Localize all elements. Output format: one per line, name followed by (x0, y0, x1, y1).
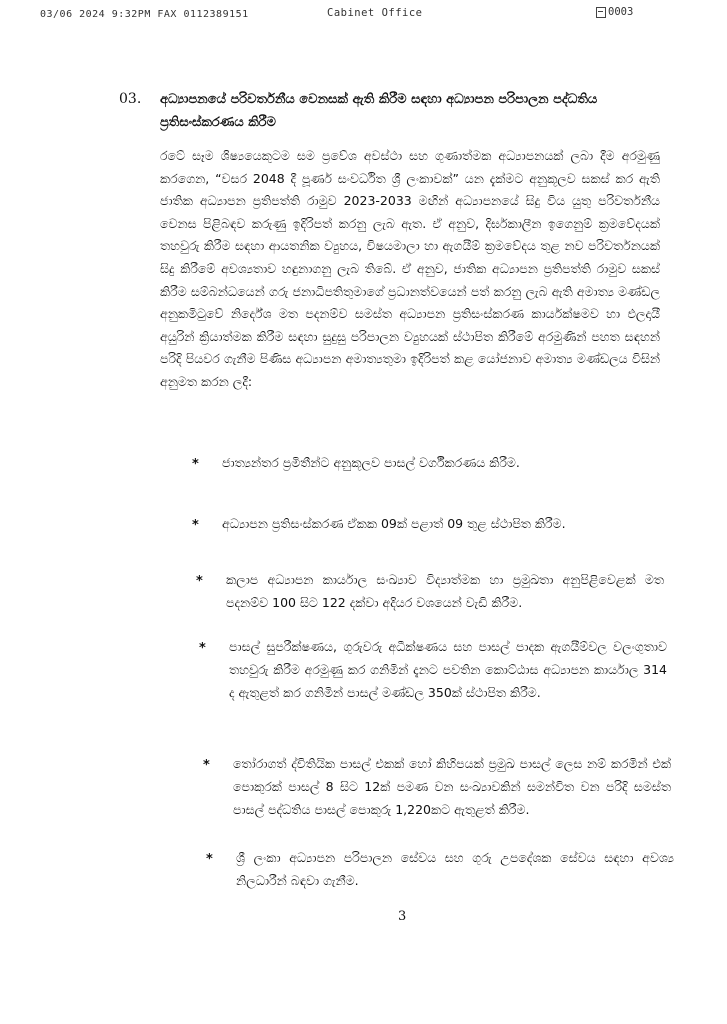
page-number: 3 (398, 909, 407, 924)
fax-header-sender: Cabinet Office (327, 7, 423, 19)
fax-page-number: 0003 (608, 6, 634, 18)
bullet-star: * (192, 518, 199, 533)
bullet-star: * (196, 574, 203, 589)
list-item (203, 753, 671, 821)
section-number: 03. (119, 91, 142, 107)
list-item-text: තෝරාගත් ද්විතියික පාසල් එකක් හෝ කිහිපයක් ප්‍රමුඛ පාසල් ලෙස නම් කරමින් එක් පොකුරක් පාසල් 8 සිට 12ක් පමණ වන සංඛ්‍යාවකින් සමන්විත වන පරිදි සමස්ත පාසල් පද්ධතිය පාසල් පොකුරු 1,220කට ඇතුළත් කිරීම. (233, 756, 671, 817)
list-item (199, 636, 667, 704)
list-item-text: ජාත්‍යන්තර ප්‍රමිතීන්ට අනුකූලව පාසල් වර්ගීකරණය කිරීම. (222, 455, 520, 470)
fax-page-counter (596, 6, 633, 18)
list-item (206, 847, 674, 893)
bullet-star: * (203, 758, 210, 773)
list-item (192, 513, 660, 536)
list-item (192, 452, 660, 475)
bullet-star: * (192, 457, 199, 472)
list-item (196, 569, 664, 615)
section-title: අධ්‍යාපනයේ පරිවර්තනීය වෙනසක් ඇති කිරීම සඳහා අධ්‍යාපන පරිපාලන පද්ධතිය ප්‍රතිසංස්කරණය කිරීම (160, 92, 598, 130)
list-item-text: පාසල් සුපරීක්ෂණය, ගුරුවරු අධීක්ෂණය සහ පාසල් පාදක ඇගයීම්වල වලංගුතාව තහවුරු කිරීම අරමුණු කර ගනිමින් දැනට පවතින කොට්ඨාස අධ්‍යාපන කාර්යාල 314 ද ඇතුළත් කර ගනිමින් පාසල් මණ්ඩල 350ක් ස්ථාපිත කිරීම. (229, 639, 667, 700)
document-icon (596, 7, 606, 18)
bullet-star: * (199, 641, 206, 656)
list-item-text: ශ්‍රී ලංකා අධ්‍යාපන පරිපාලන සේවය සහ ගුරු උපදේශක සේවය සඳහා අවශ්‍ය නිලධාරීන් බඳවා ගැනීම. (236, 850, 674, 888)
list-item-text: අධ්‍යාපන ප්‍රතිසංස්කරණ ඒකක 09ක් පළාත් 09 තුළ ස්ථාපිත කිරීම. (222, 516, 566, 531)
fax-header-text: 03/06 2024 9:32PM FAX 0112389151 (40, 9, 249, 20)
body-paragraph: රටේ සෑම ශිෂ්‍යයෙකුටම සම ප්‍රවේශ අවස්ථා සහ ගුණාත්මක අධ්‍යාපනයක් ලබා දීම අරමුණු කරගෙන, “වසර 2048 දී පූර්ණ සංවර්ධිත ශ්‍රී ලංකාවක්” යන දැක්මට අනුකූලව සකස් කර ඇති ජාතික අධ්‍යාපන ප්‍රතිපත්ති රාමුව 2023-2033 මඟින් අධ්‍යාපනයේ සිදු විය යුතු පරිවර්තනීය වෙනස පිළිබඳව කරුණු ඉදිරිපත් කරනු ලැබ ඇත. ඒ අනුව, දිර්ඝකාලීන ඉගෙනුම් ක්‍රමවේදයක් තහවුරු කිරීම සඳහා ආයතනික ව්‍යුහය, විෂයමාලා හා ඇගයීම් ක්‍රමවේදය තුළ නව පරිවර්තනයක් සිදු කිරීමේ අවශ්‍යතාව හඳුනාගනු ලැබ තිබේ. ඒ අනුව, ජාතික අධ්‍යාපන ප්‍රතිපත්ති රාමුව සකස් කිරීම සම්බන්ධයෙන් ගරු ජනාධිපතිතුමාගේ ප්‍රධානත්වයෙන් පත් කරනු ලැබ ඇති අමාත්‍ය මණ්ඩල අනුකමිටුවේ නිර්දේශ මත පදනම්ව සමස්ත අධ්‍යාපන ප්‍රතිසංස්කරණ කාර්යක්ෂමව හා ඵලදායී අයුරින් ක්‍රියාත්මක කිරීම සඳහා සුදුසු පරිපාලන ව්‍යුහයක් ස්ථාපිත කිරීමේ අරමුණින් පහත සඳහන් පරිදි පියවර ගැනීම පිණිස අධ්‍යාපන අමාත්‍යතුමා ඉදිරිපත් කළ යෝජනාව අමාත්‍ය මණ්ඩලය විසින් අනුමත කරන ලදී: (160, 148, 660, 389)
list-item-text: කලාප අධ්‍යාපන කාර්යාල සංඛ්‍යාව විද්‍යාත්මක හා ප්‍රමුඛතා අනුපිළිවෙළක් මත පදනම්ව 100 සිට 122 දක්වා අදියර වශයෙන් වැඩි කිරීම. (226, 572, 664, 610)
bullet-star: * (206, 852, 213, 867)
